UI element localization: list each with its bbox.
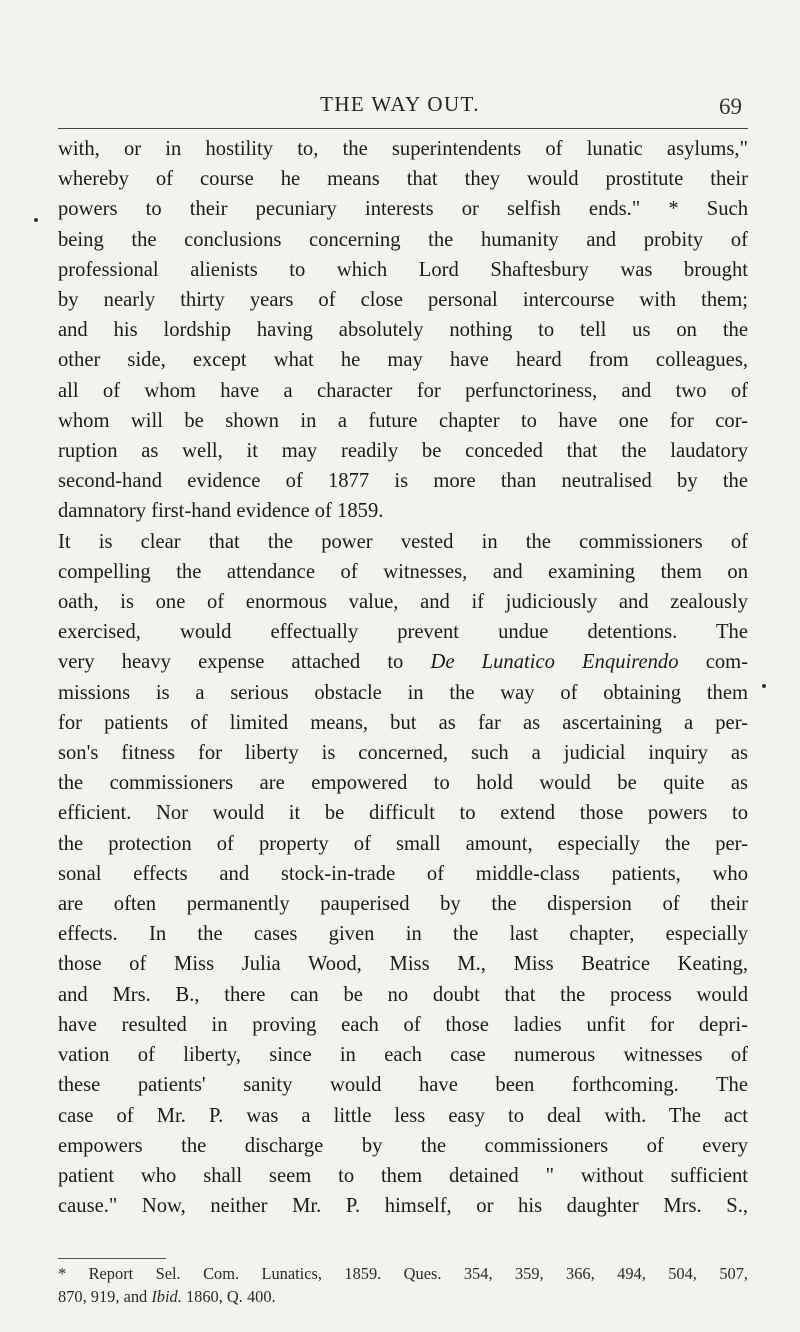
text-line: with, or in hostility to, the superintendents of lunatic asylums," bbox=[58, 138, 748, 160]
body-text bbox=[58, 134, 748, 1221]
text-line: whereby of course he means that they would prostitute their bbox=[58, 168, 748, 191]
footnote-line: 870, 919, and Ibid. 1860, Q. 400. bbox=[58, 1287, 276, 1306]
paragraph bbox=[58, 527, 748, 1222]
text-line: are often permanently pauperised by the dispersion of their bbox=[58, 893, 748, 916]
text-line: oath, is one of enormous value, and if judiciously and zealously bbox=[58, 591, 748, 614]
text-line: these patients' sanity would have been forthcoming. The bbox=[58, 1074, 748, 1097]
text-line: cause." Now, neither Mr. P. himself, or his daughter Mrs. S., bbox=[58, 1195, 748, 1218]
text-line: the commissioners are empowered to hold would be quite as bbox=[58, 772, 748, 795]
paragraph-continued bbox=[58, 134, 748, 527]
header-rule bbox=[58, 128, 748, 129]
text-line: efficient. Nor would it be difficult to extend those powers to bbox=[58, 802, 748, 825]
footnote bbox=[58, 1262, 748, 1308]
text-line: exercised, would effectually prevent undue detentions. The bbox=[58, 621, 748, 644]
page-number: 69 bbox=[719, 94, 742, 119]
text-line: case of Mr. P. was a little less easy to deal with. The act bbox=[58, 1104, 748, 1127]
text-line: professional alienists to which Lord Shaftesbury was brought bbox=[58, 258, 748, 281]
footnote-line: * Report Sel. Com. Lunatics, 1859. Ques. 354, 359, 366, 494, 504, 507, bbox=[58, 1264, 748, 1283]
text-line: whom will be shown in a future chapter to have one for cor- bbox=[58, 409, 748, 432]
text-line: very heavy expense attached to De Lunatico Enquirendo com- bbox=[58, 651, 749, 674]
text-line: vation of liberty, since in each case numerous witnesses of bbox=[58, 1044, 748, 1067]
margin-mark bbox=[762, 684, 766, 688]
text-line: missions is a serious obstacle in the way of obtaining them bbox=[58, 681, 748, 704]
text-line: other side, except what he may have heard from colleagues, bbox=[58, 349, 748, 372]
running-head bbox=[0, 88, 800, 118]
text-line: son's fitness for liberty is concerned, such a judicial inquiry as bbox=[58, 742, 748, 765]
text-line: for patients of limited means, but as far as ascertaining a per- bbox=[58, 711, 748, 734]
text-line: damnatory first-hand evidence of 1859. bbox=[58, 500, 384, 523]
text-line: those of Miss Julia Wood, Miss M., Miss Beatrice Keating, bbox=[58, 953, 748, 976]
margin-mark bbox=[34, 218, 38, 222]
running-title: THE WAY OUT. bbox=[320, 92, 480, 116]
text-line: ruption as well, it may readily be conceded that the laudatory bbox=[58, 440, 748, 463]
text-line: powers to their pecuniary interests or selfish ends." * Such bbox=[58, 198, 748, 221]
text-line: and Mrs. B., there can be no doubt that the process would bbox=[58, 983, 748, 1006]
text-line: all of whom have a character for perfunctoriness, and two of bbox=[58, 379, 748, 402]
text-line: It is clear that the power vested in the commissioners of bbox=[58, 530, 748, 553]
footnote-rule bbox=[58, 1258, 166, 1259]
text-line: by nearly thirty years of close personal intercourse with them; bbox=[58, 289, 748, 312]
text-line: second-hand evidence of 1877 is more than neutralised by the bbox=[58, 470, 748, 493]
italic-phrase: Ibid. bbox=[151, 1287, 182, 1306]
text-line: the protection of property of small amount, especially the per- bbox=[58, 832, 748, 855]
text-line: have resulted in proving each of those ladies unfit for depri- bbox=[58, 1013, 748, 1036]
text-line: patient who shall seem to them detained " without sufficient bbox=[58, 1164, 748, 1187]
text-line: being the conclusions concerning the humanity and probity of bbox=[58, 228, 748, 251]
italic-phrase: De Lunatico Enquirendo bbox=[430, 651, 679, 674]
text-line: and his lordship having absolutely nothing to tell us on the bbox=[58, 319, 748, 342]
text-line: empowers the discharge by the commissioners of every bbox=[58, 1134, 748, 1157]
text-line: compelling the attendance of witnesses, and examining them on bbox=[58, 560, 748, 583]
text-line: effects. In the cases given in the last chapter, especially bbox=[58, 923, 748, 946]
text-line: sonal effects and stock-in-trade of middle-class patients, who bbox=[58, 862, 748, 885]
